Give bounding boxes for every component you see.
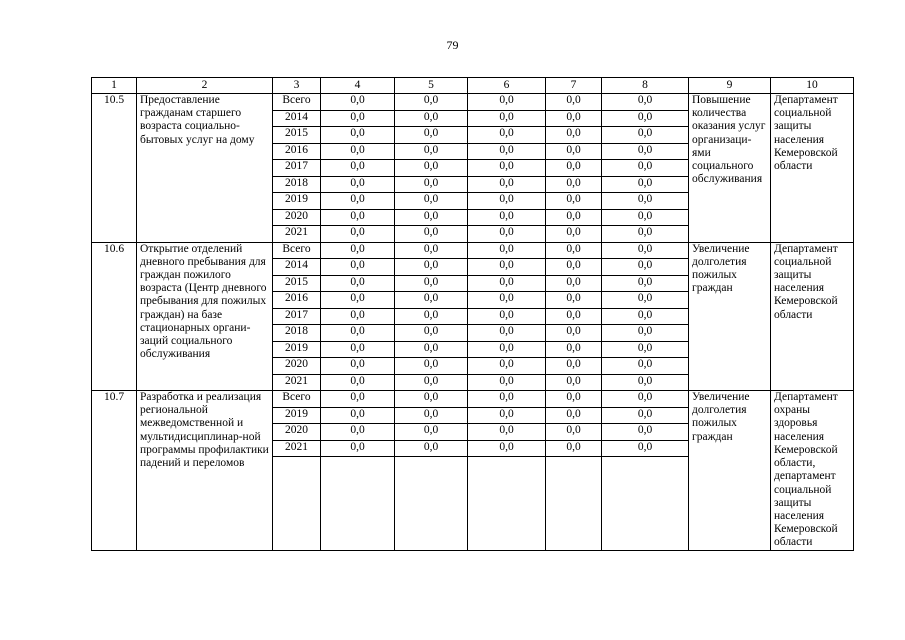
value-cell: 0,0 — [602, 292, 689, 309]
value-cell: 0,0 — [395, 292, 468, 309]
value-cell: 0,0 — [321, 440, 395, 457]
value-cell: 0,0 — [602, 94, 689, 111]
value-cell: 0,0 — [321, 143, 395, 160]
value-cell: 0,0 — [468, 127, 546, 144]
value-cell: 0,0 — [468, 407, 546, 424]
value-cell: 0,0 — [321, 259, 395, 276]
value-cell: 0,0 — [395, 193, 468, 210]
year-cell: 2021 — [273, 374, 321, 391]
year-cell: 2017 — [273, 160, 321, 177]
value-cell: 0,0 — [546, 259, 602, 276]
value-cell: 0,0 — [321, 242, 395, 259]
value-cell: 0,0 — [395, 226, 468, 243]
value-cell: 0,0 — [602, 176, 689, 193]
header-cell: 5 — [395, 78, 468, 94]
header-cell: 4 — [321, 78, 395, 94]
header-cell: 8 — [602, 78, 689, 94]
year-cell: 2015 — [273, 275, 321, 292]
empty-cell — [468, 457, 546, 551]
value-cell: 0,0 — [395, 110, 468, 127]
value-cell: 0,0 — [395, 358, 468, 375]
table-body — [92, 94, 854, 551]
value-cell: 0,0 — [395, 407, 468, 424]
value-cell: 0,0 — [395, 176, 468, 193]
value-cell: 0,0 — [546, 391, 602, 408]
value-cell: 0,0 — [395, 94, 468, 111]
year-cell: 2021 — [273, 226, 321, 243]
value-cell: 0,0 — [468, 341, 546, 358]
empty-cell — [395, 457, 468, 551]
table-row — [92, 391, 854, 408]
value-cell: 0,0 — [468, 424, 546, 441]
value-cell: 0,0 — [468, 193, 546, 210]
value-cell: 0,0 — [546, 209, 602, 226]
value-cell: 0,0 — [321, 341, 395, 358]
year-cell: 2020 — [273, 209, 321, 226]
value-cell: 0,0 — [321, 325, 395, 342]
value-cell: 0,0 — [468, 391, 546, 408]
value-cell: 0,0 — [395, 374, 468, 391]
value-cell: 0,0 — [321, 292, 395, 309]
empty-cell — [273, 457, 321, 551]
value-cell: 0,0 — [602, 127, 689, 144]
year-cell: Всего — [273, 94, 321, 111]
value-cell: 0,0 — [468, 110, 546, 127]
header-cell: 1 — [92, 78, 137, 94]
value-cell: 0,0 — [546, 176, 602, 193]
empty-cell — [321, 457, 395, 551]
value-cell: 0,0 — [546, 275, 602, 292]
value-cell: 0,0 — [468, 325, 546, 342]
value-cell: 0,0 — [546, 325, 602, 342]
value-cell: 0,0 — [321, 407, 395, 424]
value-cell: 0,0 — [602, 110, 689, 127]
value-cell: 0,0 — [468, 242, 546, 259]
program-table — [91, 77, 854, 551]
value-cell: 0,0 — [321, 424, 395, 441]
value-cell: 0,0 — [395, 325, 468, 342]
value-cell: 0,0 — [602, 358, 689, 375]
year-cell: 2019 — [273, 341, 321, 358]
value-cell: 0,0 — [602, 308, 689, 325]
value-cell: 0,0 — [468, 259, 546, 276]
value-cell: 0,0 — [395, 391, 468, 408]
value-cell: 0,0 — [468, 143, 546, 160]
value-cell: 0,0 — [321, 374, 395, 391]
header-cell: 7 — [546, 78, 602, 94]
value-cell: 0,0 — [602, 226, 689, 243]
value-cell: 0,0 — [321, 110, 395, 127]
value-cell: 0,0 — [602, 325, 689, 342]
value-cell: 0,0 — [321, 358, 395, 375]
value-cell: 0,0 — [546, 160, 602, 177]
year-cell: 2019 — [273, 407, 321, 424]
value-cell: 0,0 — [602, 440, 689, 457]
year-cell: 2018 — [273, 325, 321, 342]
year-cell: Всего — [273, 391, 321, 408]
value-cell: 0,0 — [321, 94, 395, 111]
value-cell: 0,0 — [468, 292, 546, 309]
value-cell: 0,0 — [321, 127, 395, 144]
value-cell: 0,0 — [395, 341, 468, 358]
value-cell: 0,0 — [546, 226, 602, 243]
header-cell: 9 — [689, 78, 771, 94]
year-cell: 2020 — [273, 358, 321, 375]
expected-result: Увеличение долголетия пожилых граждан — [689, 242, 771, 391]
value-cell: 0,0 — [602, 374, 689, 391]
value-cell: 0,0 — [468, 209, 546, 226]
value-cell: 0,0 — [321, 176, 395, 193]
table-row — [92, 242, 854, 259]
value-cell: 0,0 — [546, 292, 602, 309]
value-cell: 0,0 — [602, 193, 689, 210]
value-cell: 0,0 — [395, 308, 468, 325]
year-cell: 2021 — [273, 440, 321, 457]
item-name: Разработка и реализация региональной межведомственной и мультидисциплинар-ной программы профилактики падений и переломов — [137, 391, 273, 551]
item-name: Открытие отделений дневного пребывания для граждан пожилого возраста (Центр дневного пребывания для пожилых граждан) на базе стационарных органи-заций социального обслуживания — [137, 242, 273, 391]
item-number: 10.6 — [92, 242, 137, 391]
value-cell: 0,0 — [602, 209, 689, 226]
year-cell: 2015 — [273, 127, 321, 144]
value-cell: 0,0 — [546, 358, 602, 375]
year-cell: 2019 — [273, 193, 321, 210]
page-number: 79 — [446, 38, 459, 52]
year-cell: 2020 — [273, 424, 321, 441]
empty-cell — [546, 457, 602, 551]
value-cell: 0,0 — [395, 440, 468, 457]
year-cell: 2017 — [273, 308, 321, 325]
value-cell: 0,0 — [321, 308, 395, 325]
header-cell: 6 — [468, 78, 546, 94]
year-cell: 2018 — [273, 176, 321, 193]
table-row — [92, 94, 854, 111]
empty-cell — [602, 457, 689, 551]
value-cell: 0,0 — [395, 275, 468, 292]
value-cell: 0,0 — [602, 160, 689, 177]
value-cell: 0,0 — [468, 160, 546, 177]
value-cell: 0,0 — [546, 110, 602, 127]
value-cell: 0,0 — [468, 226, 546, 243]
value-cell: 0,0 — [468, 94, 546, 111]
year-cell: 2014 — [273, 110, 321, 127]
value-cell: 0,0 — [395, 143, 468, 160]
value-cell: 0,0 — [546, 127, 602, 144]
year-cell: Всего — [273, 242, 321, 259]
value-cell: 0,0 — [395, 259, 468, 276]
value-cell: 0,0 — [321, 209, 395, 226]
header-cell: 2 — [137, 78, 273, 94]
value-cell: 0,0 — [602, 275, 689, 292]
value-cell: 0,0 — [602, 259, 689, 276]
value-cell: 0,0 — [468, 358, 546, 375]
header-cell: 10 — [771, 78, 854, 94]
value-cell: 0,0 — [321, 160, 395, 177]
value-cell: 0,0 — [321, 391, 395, 408]
value-cell: 0,0 — [546, 193, 602, 210]
item-number: 10.7 — [92, 391, 137, 551]
item-name: Предоставление гражданам старшего возраста социально-бытовых услуг на дому — [137, 94, 273, 243]
value-cell: 0,0 — [602, 391, 689, 408]
header-cell: 3 — [273, 78, 321, 94]
year-cell: 2016 — [273, 292, 321, 309]
value-cell: 0,0 — [468, 176, 546, 193]
value-cell: 0,0 — [546, 143, 602, 160]
value-cell: 0,0 — [395, 209, 468, 226]
value-cell: 0,0 — [546, 94, 602, 111]
value-cell: 0,0 — [602, 407, 689, 424]
value-cell: 0,0 — [468, 275, 546, 292]
value-cell: 0,0 — [395, 127, 468, 144]
value-cell: 0,0 — [321, 193, 395, 210]
expected-result: Повышение количества оказания услуг организаци-ями социального обслуживания — [689, 94, 771, 243]
value-cell: 0,0 — [546, 242, 602, 259]
value-cell: 0,0 — [602, 341, 689, 358]
value-cell: 0,0 — [395, 160, 468, 177]
value-cell: 0,0 — [468, 374, 546, 391]
year-cell: 2016 — [273, 143, 321, 160]
value-cell: 0,0 — [395, 242, 468, 259]
value-cell: 0,0 — [546, 374, 602, 391]
value-cell: 0,0 — [546, 341, 602, 358]
value-cell: 0,0 — [468, 308, 546, 325]
executor: Департамент охраны здоровья населения Кемеровской области, департамент социальной защиты населения Кемеровской области — [771, 391, 854, 551]
value-cell: 0,0 — [468, 440, 546, 457]
value-cell: 0,0 — [602, 424, 689, 441]
expected-result: Увеличение долголетия пожилых граждан — [689, 391, 771, 551]
value-cell: 0,0 — [321, 226, 395, 243]
value-cell: 0,0 — [602, 242, 689, 259]
executor: Департамент социальной защиты населения Кемеровской области — [771, 242, 854, 391]
value-cell: 0,0 — [395, 424, 468, 441]
value-cell: 0,0 — [546, 407, 602, 424]
value-cell: 0,0 — [602, 143, 689, 160]
header-row — [92, 78, 854, 94]
value-cell: 0,0 — [546, 308, 602, 325]
value-cell: 0,0 — [546, 424, 602, 441]
executor: Департамент социальной защиты населения Кемеровской области — [771, 94, 854, 243]
item-number: 10.5 — [92, 94, 137, 243]
value-cell: 0,0 — [546, 440, 602, 457]
value-cell: 0,0 — [321, 275, 395, 292]
year-cell: 2014 — [273, 259, 321, 276]
